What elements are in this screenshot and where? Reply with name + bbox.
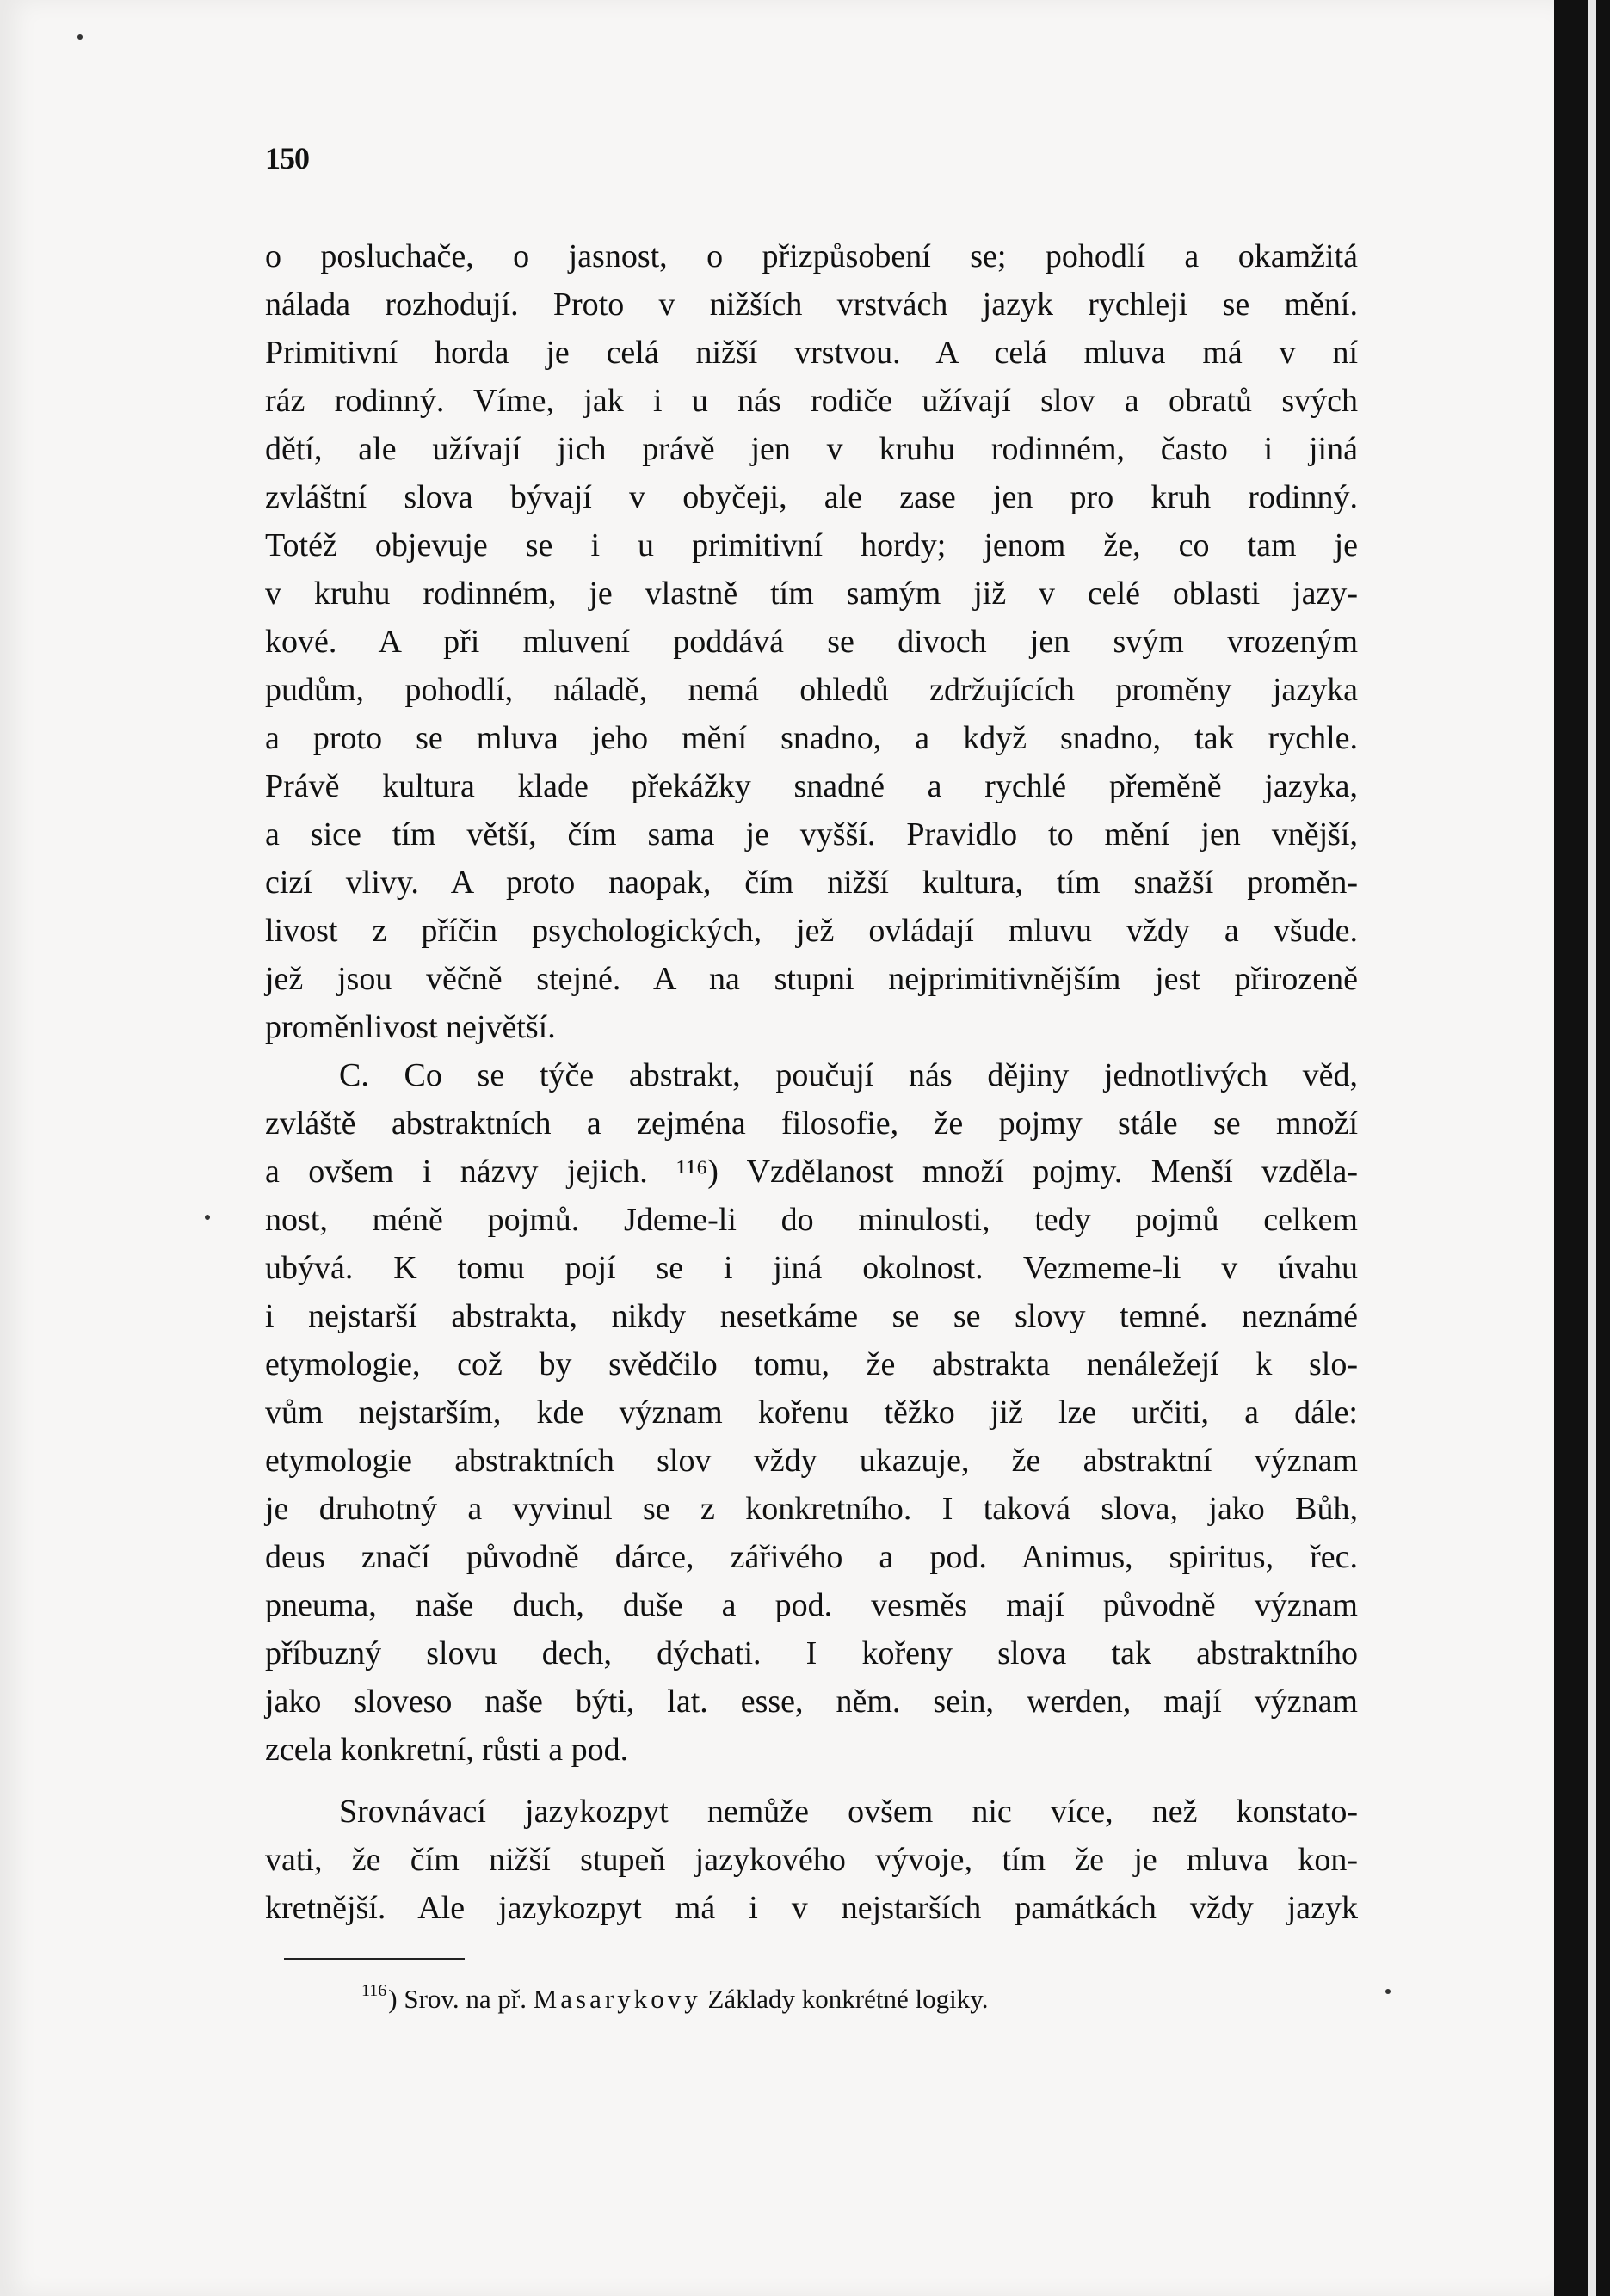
footnote-spaced-name: Masarykovy	[533, 1984, 701, 2014]
text-line-29: pneuma, naše duch, duše a pod. vesměs mají původně význam	[265, 1587, 1358, 1623]
main-text	[265, 232, 1358, 1932]
text-line-32: zcela konkretní, růsti a pod.	[265, 1732, 629, 1768]
text-line-14: cizí vlivy. A proto naopak, čím nižší kultura, tím snažší proměn-	[265, 865, 1358, 901]
text-line-19: zvláště abstraktních a zejména filosofie, že pojmy stále se množí	[265, 1105, 1358, 1142]
text-line-16: jež jsou věčně stejné. A na stupni nejprimitivnějším jest přirozeně	[265, 961, 1358, 997]
footnote-rule	[284, 1958, 465, 1960]
text-line-3: Primitivní horda je celá nižší vrstvou. A celá mluva má v ní	[265, 335, 1358, 371]
text-line-12: Právě kultura klade překážky snadné a rychlé přeměně jazyka,	[265, 768, 1358, 804]
scan-dust-mark	[1385, 1989, 1391, 1994]
text-line-28: deus značí původně dárce, zářivého a pod. Animus, spiritus, řec.	[265, 1539, 1358, 1575]
text-line-30: příbuzný slovu dech, dýchati. I kořeny slova tak abstraktního	[265, 1635, 1358, 1671]
paragraph-gap	[265, 1774, 1358, 1788]
footnote-closing-paren: )	[388, 1984, 404, 2014]
scan-right-edge	[1588, 0, 1596, 2296]
text-line-27: je druhotný a vyvinul se z konkretního. I taková slova, jako Bůh,	[265, 1491, 1358, 1527]
text-line-35: kretnější. Ale jazykozpyt má i v nejstarších památkách vždy jazyk	[265, 1890, 1358, 1926]
footnote-before: Srov. na př.	[404, 1984, 527, 2014]
text-line-34: vati, že čím nižší stupeň jazykového vývoje, tím že je mluva kon-	[265, 1842, 1358, 1878]
text-line-15: livost z příčin psychologických, jež ovládají mluvu vždy a všude.	[265, 913, 1358, 949]
text-line-20: a ovšem i názvy jejich. ¹¹⁶) Vzdělanost množí pojmy. Menší vzděla-	[265, 1154, 1358, 1190]
text-line-18: C. Co se týče abstrakt, poučují nás dějiny jednotlivých věd,	[339, 1057, 1358, 1093]
text-line-1: o posluchače, o jasnost, o přizpůsobení se; pohodlí a okamžitá	[265, 238, 1358, 274]
text-line-10: pudům, pohodlí, náladě, nemá ohledů zdržujících proměny jazyka	[265, 672, 1358, 708]
text-line-6: zvláštní slova bývají v obyčeji, ale zase jen pro kruh rodinný.	[265, 479, 1358, 515]
text-line-23: i nejstarší abstrakta, nikdy nesetkáme se se slovy temné. neznámé	[265, 1298, 1358, 1334]
text-line-33: Srovnávací jazykozpyt nemůže ovšem nic více, než konstato-	[339, 1794, 1358, 1830]
text-line-17: proměnlivost největší.	[265, 1009, 556, 1045]
scan-right-border	[1554, 0, 1610, 2296]
text-line-13: a sice tím větší, čím sama je vyšší. Pravidlo to mění jen vnější,	[265, 816, 1358, 853]
text-line-2: nálada rozhodují. Proto v nižších vrstvách jazyk rychleji se mění.	[265, 286, 1358, 323]
text-line-5: dětí, ale užívají jich právě jen v kruhu rodinném, často i jiná	[265, 431, 1358, 467]
text-line-25: vům nejstarším, kde význam kořenu těžko již lze určiti, a dále:	[265, 1394, 1358, 1431]
text-line-9: kové. A při mluvení poddává se divoch jen svým vrozeným	[265, 624, 1358, 660]
footnote-number: 116	[361, 1981, 387, 2000]
text-line-4: ráz rodinný. Víme, jak i u nás rodiče užívají slov a obratů svých	[265, 383, 1358, 419]
text-line-11: a proto se mluva jeho mění snadno, a když snadno, tak rychle.	[265, 720, 1358, 756]
footnote	[361, 1980, 988, 2022]
text-line-21: nost, méně pojmů. Jdeme-li do minulosti, tedy pojmů celkem	[265, 1202, 1358, 1238]
scan-dust-mark	[205, 1215, 210, 1220]
page-number: 150	[265, 141, 309, 175]
text-line-31: jako sloveso naše býti, lat. esse, něm. sein, werden, mají význam	[265, 1684, 1358, 1720]
text-line-22: ubývá. K tomu pojí se i jiná okolnost. Vezmeme-li v úvahu	[265, 1250, 1358, 1286]
scan-dust-mark	[77, 34, 83, 40]
footnote-after: Základy konkrétné logiky.	[707, 1984, 989, 2014]
text-line-24: etymologie, což by svědčilo tomu, že abstrakta nenáležejí k slo-	[265, 1346, 1358, 1382]
text-line-8: v kruhu rodinném, je vlastně tím samým již v celé oblasti jazy-	[265, 576, 1358, 612]
text-line-7: Totéž objevuje se i u primitivní hordy; jenom že, co tam je	[265, 527, 1358, 563]
text-line-26: etymologie abstraktních slov vždy ukazuje, že abstraktní význam	[265, 1443, 1358, 1479]
